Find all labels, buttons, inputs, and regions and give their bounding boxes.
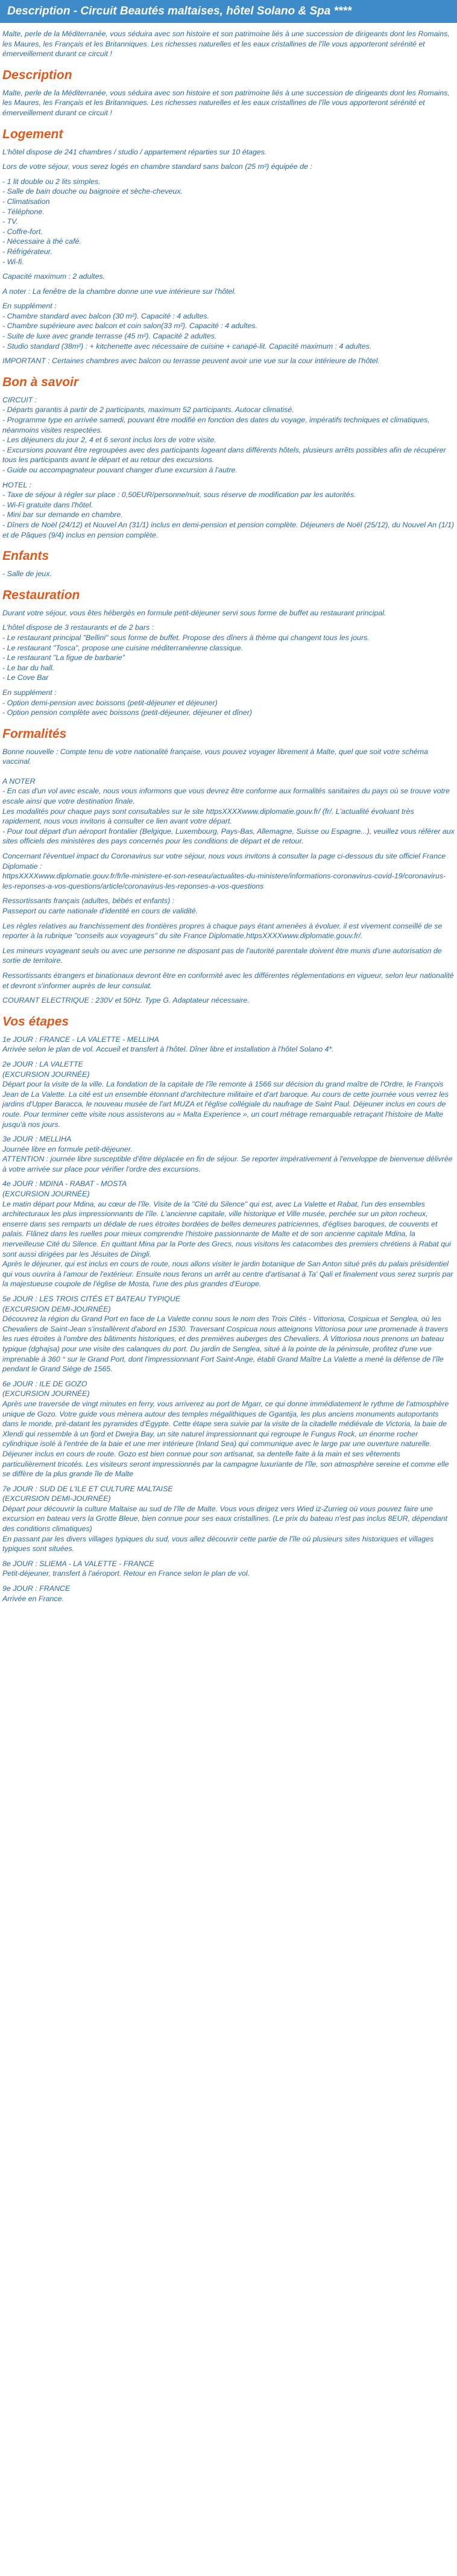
text-line: En supplément : (2, 688, 57, 697)
text-line: - En cas d'un vol avec escale, nous vous informons que vous devrez être conforme aux formalités sanitaires du pays où se trouve votre escale ainsi que votre destination finale. (2, 787, 452, 806)
text-line: Lors de votre séjour, vous serez logés en chambre standard sans balcon (25 m²) équipée de : (2, 162, 312, 171)
text-line (2, 1554, 455, 1559)
text-line: (EXCURSION JOURNÉE) (2, 1190, 90, 1199)
text-line: Après une traversée de vingt minutes en ferry, vous arriverez au port de Mgarr, ce qui donne immédiatement le rythme de l'atmosphère unique de Gozo. Votre guide vous mènera autour des temples mégalithiques de Ggantija, les plus anciens monuments autoportants dans le monde, pré-datant les pyramides d'Égypte. Cette étape sera suivie par la visite de la citadelle médiévale de Victoria, la baie de Xlendi qui ressemble à un fjord et Dwejra Bay, un site naturel impressionnant qui regroupe le Fungus Rock, un énorme rocher cylindrique isolé à l'entrée de la baie et une mer intérieure (Inland Sea) qui communique avec le large par une ouverture naturelle. Déjeuner inclus en cours de route. Gozo est bien connue pour son artisanat, sa dentelle faite à la main et ses vêtements particulièrement tricotés. Les visiteurs seront impressionnés par la campagne luxuriante de l'île, son atmosphère sereine et comme elle se diffère de la plus grande île de Malte (2, 1399, 452, 1479)
text-line: - Guide ou accompagnateur pouvant changer d'une excursion à l'autre. (2, 466, 238, 474)
text-line: - Wi-Fi gratuite dans l'hôtel. (2, 500, 93, 509)
text-line (2, 1129, 455, 1134)
text-line: Durant votre séjour, vous êtes hébergés en formule petit-déjeuner servi sous forme de buffet au restaurant principal. (2, 608, 386, 617)
text-line (2, 772, 455, 776)
text-line: - Le Cove Bar (2, 673, 49, 682)
text-line: HOTEL : (2, 480, 31, 489)
text-line: (EXCURSION JOURNÉE) (2, 1070, 90, 1079)
vos-etapes-list (2, 1035, 455, 1604)
text-line: - Chambre supérieure avec balcon et coin salon(33 m²). Capacité : 4 adultes. (2, 322, 257, 331)
text-line (2, 991, 455, 995)
formalites-list (2, 747, 455, 1006)
text-line (2, 683, 455, 688)
text-line (2, 282, 455, 287)
text-line: - Coffre-fort. (2, 227, 43, 236)
text-line: - Salle de jeux. (2, 569, 52, 579)
text-line (2, 618, 455, 623)
text-line: - Les déjeuners du jour 2, 4 et 6 seront inclus lors de votre visite. (2, 436, 216, 445)
text-line (2, 1579, 455, 1584)
page-title: Description - Circuit Beautés maltaises, hôtel Solano & Spa **** (0, 0, 457, 23)
text-line: - Climatisation (2, 197, 50, 206)
text-line: Le matin départ pour Mdina, au cœur de l'île. Visite de la "Cité du Silence" qui est, avec La Valette et Rabat, l'un des ensembles architecturaux les plus impressionnants de l'île. L'ancienne capitale, ville historique et Ville musée, perchée sur un piton rocheux, enserre dans ses remparts un dédale de rues étroites bordées de belles demeures patriciennes, d'églises baroques, de couvents et palais. Flânez dans les ruelles pour mieux comprendre l'histoire passionnante de Malte et de son ancienne capitale Mdina, la merveilleuse Cité du Silence. En quittant Mina par la Porte des Grecs, nous visitons les catacombes des premiers chrétiens à Rabat qui sont aussi dirigées par les Jésuites de Dingli. (2, 1199, 453, 1258)
text-line (2, 157, 455, 162)
text-line: ATTENTION : journée libre susceptible d'être déplacée en fin de séjour. Se reporter impérativement à l'enveloppe de bienvenue délivrée à votre arrivée sur place pour vérifier l'ordre des excursions. (2, 1155, 455, 1173)
text-line: - Wi-fi. (2, 257, 24, 266)
text-line: Ressortissants étrangers et binationaux devront être en conformité avec les différentes réglementations en vigueur, selon leur nationalité et devront s'informer auprès de leur consulat. (2, 971, 456, 990)
text-line: Départ pour découvrir la culture Maltaise au sud de l'île de Malte. Vous vous dirigez vers Wied iz-Zurrieg où vous pouvez faire une excursion en bateau vers la Grotte Bleue, bien connue pour ses eaux cristallines. (Le prix du bateau n'est pas inclus 8EUR, dépendant des conditions climatiques) (2, 1504, 450, 1534)
bon-a-savoir-heading: Bon à savoir (2, 375, 79, 389)
text-line: - Mini bar sur demande en chambre. (2, 510, 123, 519)
text-line (2, 941, 455, 946)
text-line: En supplément : (2, 302, 57, 311)
text-line (2, 1174, 455, 1179)
text-line: - TV. (2, 217, 18, 226)
text-line (2, 916, 455, 921)
text-line: (EXCURSION DEMI-JOURNÉE) (2, 1494, 111, 1503)
logement-list (2, 147, 455, 366)
text-line: 5e JOUR : LES TROIS CITÉS ET BATEAU TYPIQUE (2, 1295, 181, 1303)
text-line: En passant par les divers villages typiques du sud, vous allez découvrir cette partie de l'île où plusieurs sites historiques et villages typiques sont situées. (2, 1534, 436, 1553)
intro-text: Malte, perle de la Méditerranée, vous séduira avec son histoire et son patrimoine liés à une succession de dirigeants dont les Romains, les Maures, les Français et les Britanniques. Les richesses naturelles et les eaux cristallines de l'île vous apporteront sérénité et émerveillement durant ce circuit ! (2, 30, 452, 59)
text-line: Les règles relatives au franchissement des frontières propres à chaque pays étant amenées à évoluer, il est vivement conseillé de se reporter à la rubrique "conseils aux voyageurs" du site France Diplomatie,httpsXXXXwww.diplomatie.gouv.fr/. (2, 921, 444, 941)
logement-heading: Logement (2, 127, 63, 141)
text-line: 2e JOUR : LA VALETTE (2, 1059, 83, 1068)
text-line: (EXCURSION DEMI-JOURNÉE) (2, 1304, 111, 1313)
text-line: - Chambre standard avec balcon (30 m²). Capacité : 4 adultes. (2, 311, 209, 320)
text-line: Petit-déjeuner, transfert à l'aéroport. Retour en France selon le plan de vol. (2, 1569, 250, 1578)
text-line (2, 296, 455, 301)
text-line (2, 475, 455, 480)
text-line: CIRCUIT : (2, 395, 37, 404)
text-line (2, 1374, 455, 1379)
text-line: L'hôtel dispose de 241 chambres / studio / appartement réparties sur 10 étages. (2, 147, 267, 156)
text-line: Découvrez la région du Grand Port en face de La Valette connu sous le nom des Trois Cités - Vittoriosa, Cospicua et Senglea, où les Chevaliers de Saint-Jean s'installèrent d'abord en 1530. Traversant Cospicua nous atteignons Vittoriosa pour une promenade à travers les rues étroites à l'ombre des bâtiments historiques, et des premières auberges des Chevaliers. À Vittoriosa nous prenons un bateau typique (dghajsa) pour une visite des calanques du port. Du jardin de Senglea, situé à la pointe de la péninsule, profitez d'une vue imprenable à 360 ° sur le Grand Port, dont l'impressionnant Fort Saint-Ange, établi Grand Maître La Valette a mené la défense de l'île pendant le Grand Siège de 1565. (2, 1315, 450, 1374)
text-line: - Excursions pouvant être regroupées avec des participants logeant dans différents hôtels, plusieurs arrêts possibles afin de récupérer tous les participants avant le départ et au retour des excursions. (2, 445, 449, 465)
text-line: httpsXXXXwww.diplomatie.gouv.fr/fr/le-ministere-et-son-reseau/actualites-du-ministere/informations-coronavirus-covid-19/coronavirus-les-reponses-a-vos-questions/article/coronavirus-les-reponses-a-vos-questions (2, 872, 446, 890)
text-line: IMPORTANT : Certaines chambres avec balcon ou terrasse peuvent avoir une vue sur la cour intérieure de l'hôtel. (2, 357, 380, 366)
description-heading: Description (2, 68, 72, 82)
text-line: Les modalités pour chaque pays sont consultables sur le site httpsXXXXwww.diplomatie.gouv.fr/ (fr/. L'actualité évoluant très rapidement, nous vous invitons à consulter ce lien avant votre départ. (2, 807, 417, 826)
text-line: Ressortissants français (adultes, bébés et enfants) : (2, 896, 175, 906)
text-line: 6e JOUR : ILE DE GOZO (2, 1379, 87, 1388)
text-line: Journée libre en formule petit-déjeuner. (2, 1144, 133, 1153)
text-line: A noter : La fenêtre de la chambre donne une vue intérieure sur l'hôtel. (2, 287, 236, 296)
content (0, 29, 457, 1604)
restauration-list (2, 608, 455, 718)
text-line (2, 767, 455, 772)
vos-etapes-heading: Vos étapes (2, 1014, 69, 1029)
description-text: Malte, perle de la Méditerranée, vous séduira avec son histoire et son patrimoine liés à une succession de dirigeants dont les Romains, les Maures, les Français et les Britanniques. Les richesses naturelles et les eaux cristallines de l'île vous apporteront sérénité et émerveillement durant ce circuit ! (2, 88, 452, 117)
text-line: Capacité maximum : 2 adultes. (2, 272, 106, 281)
text-line: - Téléphone. (2, 207, 45, 216)
text-line: L'hôtel dispose de 3 restaurants et de 2 bars : (2, 623, 154, 632)
text-line: Les mineurs voyageant seuls ou avec une personne ne disposant pas de l'autorité parentale doivent être munis d'une autorisation de sortie de territoire. (2, 946, 444, 965)
enfants-list (2, 569, 455, 579)
text-line (2, 966, 455, 971)
text-line: - Taxe de séjour à régler sur place : 0,50EUR/personne/nuit, sous réserve de modification par les autorités. (2, 490, 356, 500)
text-line: - 1 lit double ou 2 lits simples. (2, 177, 101, 186)
text-line: - Le restaurant "La figue de barbarie" (2, 653, 125, 662)
text-line (2, 891, 455, 896)
formalites-heading: Formalités (2, 726, 67, 741)
text-line: - Nécessaire à thé café. (2, 237, 81, 246)
text-line (2, 172, 455, 177)
text-line: COURANT ELECTRIQUE : 230V et 50Hz. Type G. Adaptateur nécessaire. (2, 996, 250, 1005)
text-line: 3e JOUR : MELLIHA (2, 1135, 72, 1144)
text-line: - Option pension complète avec boissons (petit-déjeuner, déjeuner et dîner) (2, 708, 252, 717)
text-line: 4e JOUR : MDINA - RABAT - MOSTA (2, 1179, 127, 1188)
text-line (2, 267, 455, 271)
text-line (2, 351, 455, 356)
text-line: - Suite de luxe avec grande terrasse (45 m²). Capacité 2 adultes. (2, 332, 217, 341)
text-line: A NOTER (2, 776, 36, 785)
text-line: Concernant l'éventuel impact du Coronavirus sur votre séjour, nous vous invitons à consulter la page ci-dessous du site officiel France Diplomatie : (2, 852, 448, 871)
text-line: - Départs garantis à partir de 2 participants, maximum 52 participants. Autocar climatisé. (2, 405, 294, 414)
text-line: - Le restaurant principal "Bellini" sous forme de buffet. Propose des dîners à thème qui changent tous les jours. (2, 633, 370, 642)
text-line: - Le bar du hall. (2, 663, 55, 672)
text-line: 7e JOUR : SUD DE L'ILE ET CULTURE MALTAISE (2, 1484, 173, 1493)
enfants-heading: Enfants (2, 549, 49, 563)
restauration-heading: Restauration (2, 588, 80, 602)
text-line: - Dîners de Noël (24/12) et Nouvel An (31/1) inclus en demi-pension et pension complète. Déjeuners de Noël (25/12), du Nouvel An (1/1) et de Pâques (9/4) inclus en pension complète. (2, 520, 456, 539)
text-line: - Pour tout départ d'un aéroport frontalier (Belgique, Luxembourg, Pays-Bas, Allemagne, Suisse ou Espagne...), veuillez vous référer aux sites officiels des ministères des pays concernés pour les conditions de départ et de retour. (2, 826, 457, 846)
text-line: - Option demi-pension avec boissons (petit-déjeuner et déjeuner) (2, 698, 218, 707)
text-line: Après le déjeuner, qui est inclus en cours de route, nous allons visiter le jardin botanique de San Anton situé près du palais présidentiel qui vous ouvrira à l'amour de l'extérieur. Ensuite nous ferons un arrêt au centre d'artisanat à Ta' Qali et finalement vous serez surpris par la majestueuse coupole de l'église de Mosta, l'une des plus grandes d'Europe. (2, 1260, 455, 1289)
text-line (2, 1479, 455, 1484)
text-line: Départ pour la visite de la ville. La fondation de la capitale de l'île remonte à 1566 sur décision du grand maître de l'Ordre, le François Jean de La Valette. La cité est un ensemble étonnant d'architecture militaire et d'art baroque. Au cours de cette journée vous verrez les jardins d'Upper Baracca, le nouveau musée de l'art MUZA et l'église collégiale du naufrage de Saint Paul. Déjeuner inclus en cours de route. Pour terminer cette visite nous assisterons au « Malta Experience », un court métrage remarquable retraçant l'histoire de Malte jusqu'à nos jours. (2, 1080, 451, 1129)
text-line: (EXCURSION JOURNÉE) (2, 1389, 90, 1398)
text-line: - Réfrigérateur. (2, 247, 52, 256)
text-line: Arrivée en France. (2, 1594, 64, 1603)
text-line: Passeport ou carte nationale d'identité en cours de validité. (2, 907, 198, 915)
text-line: Bonne nouvelle : Compte tenu de votre nationalité française, vous pouvez voyager librement à Malte, quel que soit votre schéma vaccinal. (2, 747, 430, 766)
text-line (2, 846, 455, 851)
text-line: 9e JOUR : FRANCE (2, 1584, 71, 1593)
text-line: Arrivée selon le plan de vol. Accueil et transfert à l'hôtel. Dîner libre et installation à l'hôtel Solano 4*. (2, 1045, 334, 1054)
text-line: - Le restaurant "Tosca", propose une cuisine méditerranéenne classique. (2, 643, 243, 652)
text-line (2, 1055, 455, 1059)
text-line: 1e JOUR : FRANCE - LA VALETTE - MELLIHA (2, 1035, 159, 1044)
bon-a-savoir-list (2, 395, 455, 540)
text-line (2, 1289, 455, 1294)
text-line: 8e JOUR : SLIEMA - LA VALETTE - FRANCE (2, 1559, 154, 1568)
text-line: - Programme type en arrivée samedi, pouvant être modifié en fonction des dates du voyage, impératifs techniques et climatiques, néanmoins visites respectées. (2, 416, 432, 434)
text-line: - Studio standard (38m²) : + kitchenette avec nécessaire de cuisine + canapé-lit. Capacité maximum : 4 adultes. (2, 341, 372, 351)
text-line: - Salle de bain douche ou baignoire et sèche-cheveux. (2, 187, 183, 196)
